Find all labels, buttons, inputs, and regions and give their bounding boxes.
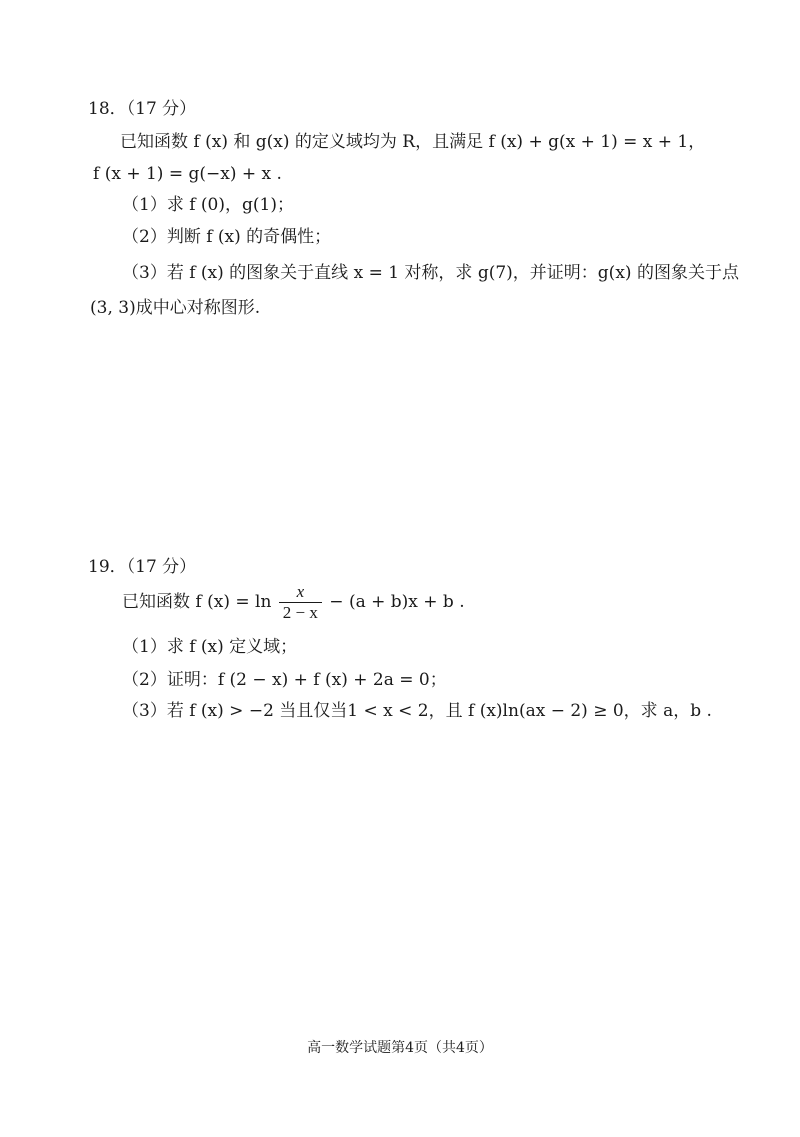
q18-part3-line1: （3）若 f (x) 的图象关于直线 x = 1 对称，求 g(7)，并证明：g(x) 的图象关于点 (122, 263, 739, 283)
q18-part1: （1）求 f (0)，g(1)； (122, 195, 294, 215)
q19-fraction-denominator: 2 − x (279, 602, 322, 623)
q19-part1: （1）求 f (x) 定义域； (122, 637, 298, 657)
q19-fraction (279, 582, 322, 623)
q18-part2: （2）判断 f (x) 的奇偶性； (122, 227, 332, 247)
q19-part3: （3）若 f (x) > −2 当且仅当1 < x < 2，且 f (x)ln(ax − 2) ≥ 0，求 a，b . (122, 701, 712, 721)
q19-stem-prefix: 已知函数 f (x) = ln (122, 592, 272, 612)
q19-part2: （2）证明：f (2 − x) + f (x) + 2a = 0； (122, 670, 447, 690)
page-footer: 高一数学试题第4页（共4页） (307, 1040, 493, 1056)
q19-stem (122, 580, 465, 624)
q19-stem-suffix: − (a + b)x + b . (329, 592, 465, 612)
q18-header: 18．（17 分） (88, 99, 197, 119)
q18-stem-line1: 已知函数 f (x) 和 g(x) 的定义域均为 R，且满足 f (x) + g(x + 1) = x + 1， (120, 132, 706, 152)
q19-fraction-numerator: x (296, 582, 305, 601)
q18-part3-line2: (3, 3)成中心对称图形. (90, 298, 261, 318)
q18-stem-line2: f (x + 1) = g(−x) + x . (93, 164, 282, 184)
q19-header: 19．（17 分） (88, 557, 197, 577)
